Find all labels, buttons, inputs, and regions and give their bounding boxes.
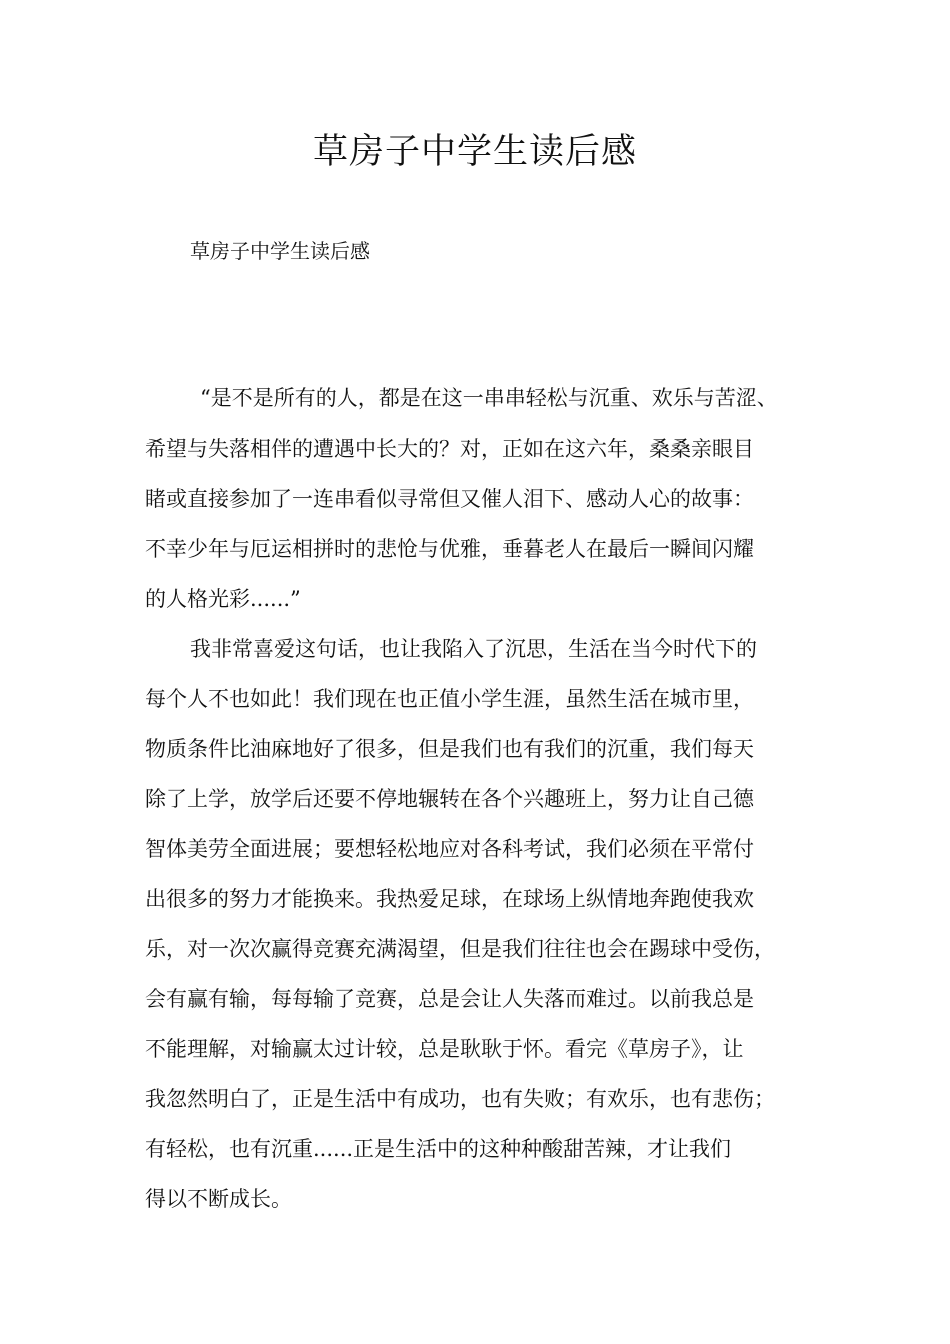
paragraph-line: 乐，对一次次赢得竞赛充满渴望，但是我们往往也会在踢球中受伤， (145, 937, 775, 961)
paragraph-line: 除了上学，放学后还要不停地辗转在各个兴趣班上，努力让自己德 (145, 787, 754, 811)
paragraph-line: 睹或直接参加了一连串看似寻常但又催人泪下、感动人心的故事： (145, 487, 754, 511)
paragraph-line: 的人格光彩......” (145, 587, 301, 611)
paragraph-line: 我忽然明白了，正是生活中有成功，也有失败；有欢乐，也有悲伤； (145, 1087, 775, 1111)
paragraph-line: “是不是所有的人，都是在这一串串轻松与沉重、欢乐与苦涩、 (200, 386, 778, 410)
paragraph-line: 每个人不也如此！我们现在也正值小学生涯，虽然生活在城市里， (145, 687, 754, 711)
paragraph-line: 会有赢有输，每每输了竞赛，总是会让人失落而难过。以前我总是 (145, 987, 754, 1011)
paragraph-line: 有轻松，也有沉重......正是生活中的这种种酸甜苦辣，才让我们 (145, 1137, 732, 1161)
paragraph-line: 不幸少年与厄运相拼时的悲怆与优雅，垂暮老人在最后一瞬间闪耀 (145, 537, 754, 561)
paragraph-line: 智体美劳全面进展；要想轻松地应对各科考试，我们必须在平常付 (145, 837, 754, 861)
document-subtitle: 草房子中学生读后感 (190, 239, 370, 263)
paragraph-line: 我非常喜爱这句话，也让我陷入了沉思，生活在当今时代下的 (190, 637, 757, 661)
paragraph-line: 希望与失落相伴的遭遇中长大的？对，正如在这六年，桑桑亲眼目 (145, 437, 754, 461)
paragraph-line: 不能理解，对输赢太过计较，总是耿耿于怀。看完《草房子》，让 (145, 1037, 744, 1061)
paragraph-line: 物质条件比油麻地好了很多，但是我们也有我们的沉重，我们每天 (145, 737, 754, 761)
paragraph-line: 出很多的努力才能换来。我热爱足球，在球场上纵情地奔跑使我欢 (145, 887, 754, 911)
document-title: 草房子中学生读后感 (312, 132, 637, 172)
paragraph-line: 得以不断成长。 (145, 1187, 292, 1211)
